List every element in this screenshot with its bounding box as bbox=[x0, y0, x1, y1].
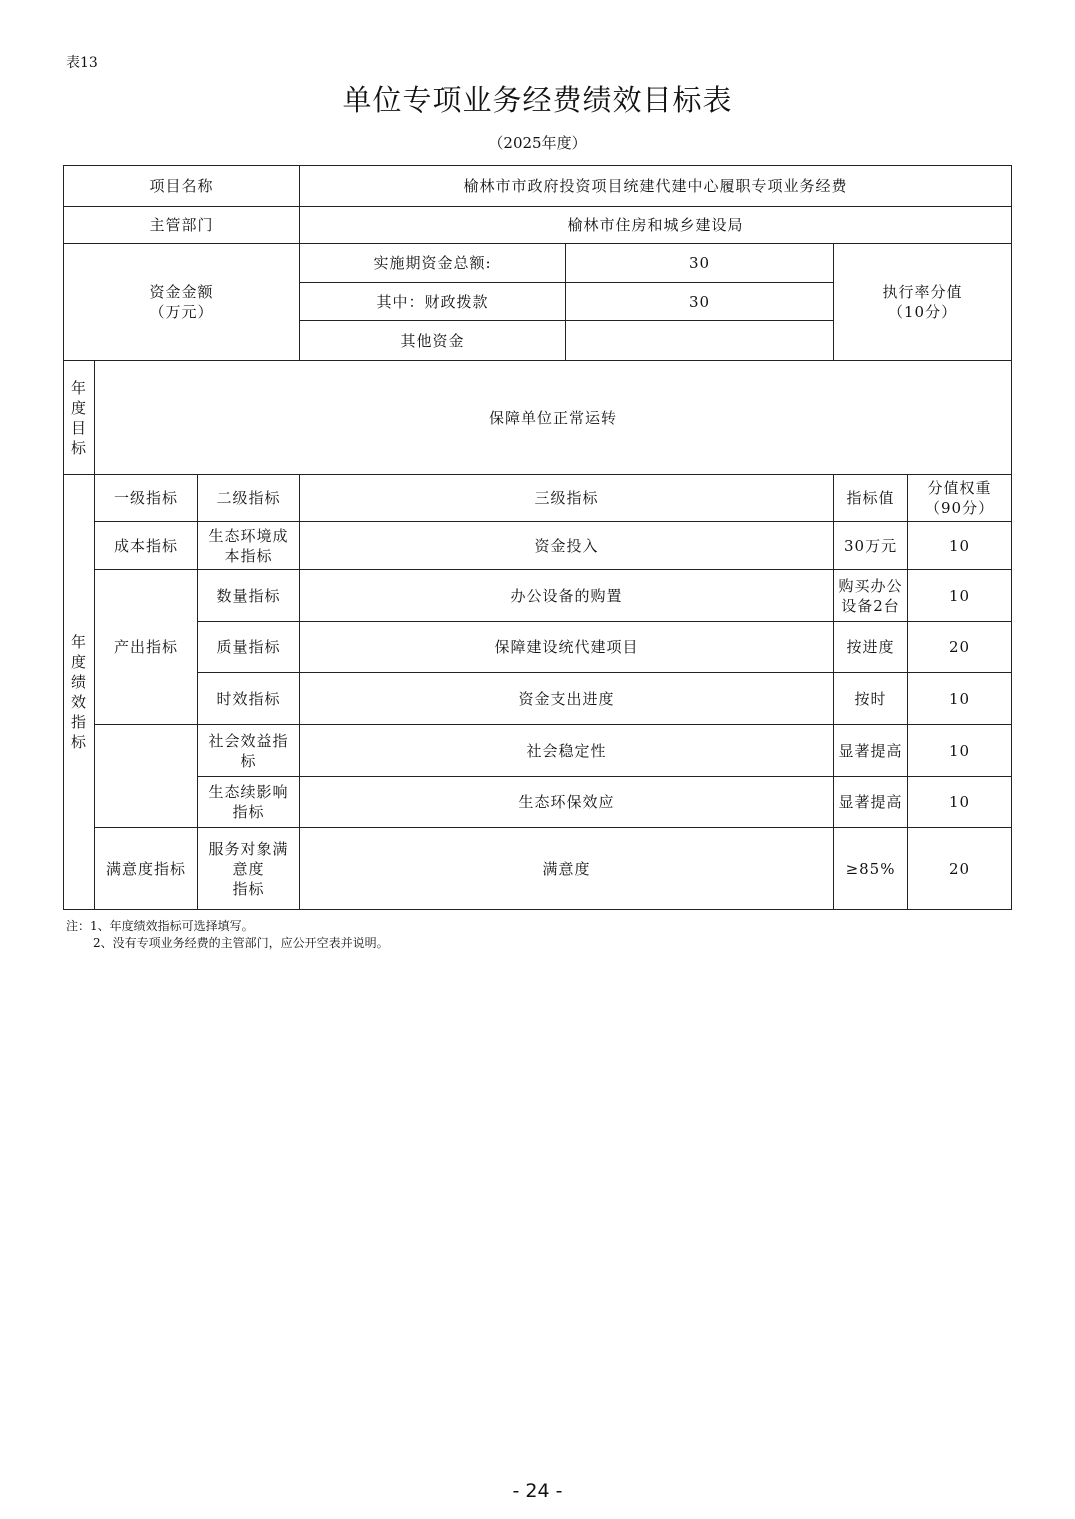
value-cell: ≥85% bbox=[834, 828, 908, 910]
header-level2: 二级指标 bbox=[198, 475, 300, 522]
weight-cell: 20 bbox=[908, 828, 1012, 910]
weight-cell: 10 bbox=[908, 522, 1012, 570]
department-value: 榆林市住房和城乡建设局 bbox=[300, 207, 1012, 244]
exec-rate-cell bbox=[834, 244, 1012, 361]
value-cell: 按时 bbox=[834, 673, 908, 725]
funds-total-label: 实施期资金总额: bbox=[300, 244, 566, 283]
group-cost: 成本指标 bbox=[95, 522, 198, 570]
funds-label-cell bbox=[64, 244, 300, 361]
table-number: 表13 bbox=[66, 55, 98, 71]
project-name-value: 榆林市市政府投资项目统建代建中心履职专项业务经费 bbox=[300, 166, 1012, 207]
table-row bbox=[64, 522, 1012, 570]
footnote-2: 2、没有专项业务经费的主管部门，应公开空表并说明。 bbox=[93, 936, 389, 950]
level2-text-a: 服务对象满意度 bbox=[208, 839, 289, 878]
table-row bbox=[64, 828, 1012, 910]
performance-label-cell bbox=[64, 475, 95, 910]
fiscal-year: （2025年度） bbox=[488, 134, 587, 152]
exec-rate-label: 执行率分值 bbox=[882, 283, 963, 301]
footnote-1: 注：1、年度绩效指标可选择填写。 bbox=[66, 919, 254, 933]
funds-fiscal-value: 30 bbox=[566, 283, 834, 321]
funds-other-label: 其他资金 bbox=[300, 321, 566, 361]
table-row bbox=[64, 622, 1012, 673]
level2-cell: 数量指标 bbox=[198, 570, 300, 622]
funds-label: 资金金额 bbox=[149, 283, 214, 301]
funds-other-value bbox=[566, 321, 834, 361]
annual-goal-label: 年度目标 bbox=[71, 378, 88, 457]
level3-cell: 满意度 bbox=[300, 828, 834, 910]
project-name-label: 项目名称 bbox=[64, 166, 300, 207]
value-cell bbox=[834, 570, 908, 622]
level3-cell: 资金支出进度 bbox=[300, 673, 834, 725]
weight-cell: 10 bbox=[908, 673, 1012, 725]
department-label: 主管部门 bbox=[64, 207, 300, 244]
table-row bbox=[64, 673, 1012, 725]
level2-cell bbox=[198, 828, 300, 910]
level2-text-b: 指标 bbox=[232, 879, 265, 898]
performance-label: 年度绩效指标 bbox=[71, 633, 88, 751]
funds-total-value: 30 bbox=[566, 244, 834, 283]
page-title: 单位专项业务经费绩效目标表 bbox=[342, 83, 733, 117]
annual-goal-text: 保障单位正常运转 bbox=[95, 361, 1012, 475]
level2-cell: 生态环境成本指标 bbox=[198, 522, 300, 570]
funds-fiscal-label: 其中：财政拨款 bbox=[300, 283, 566, 321]
level3-cell: 资金投入 bbox=[300, 522, 834, 570]
group-output: 产出指标 bbox=[95, 570, 198, 725]
header-level1: 一级指标 bbox=[95, 475, 198, 522]
level3-cell: 办公设备的购置 bbox=[300, 570, 834, 622]
funds-unit: （万元） bbox=[149, 303, 214, 321]
value-cell: 30万元 bbox=[834, 522, 908, 570]
weight-cell: 10 bbox=[908, 777, 1012, 828]
weight-cell: 20 bbox=[908, 622, 1012, 673]
group-benefit bbox=[95, 725, 198, 828]
weight-cell: 10 bbox=[908, 725, 1012, 777]
exec-rate-score: （10分） bbox=[887, 303, 958, 321]
value-cell: 显著提高 bbox=[834, 777, 908, 828]
footnotes bbox=[66, 918, 389, 952]
value-cell: 按进度 bbox=[834, 622, 908, 673]
group-satisfaction: 满意度指标 bbox=[95, 828, 198, 910]
table-row bbox=[64, 777, 1012, 828]
value-text: 购买办公设备2台 bbox=[838, 576, 903, 615]
table-row bbox=[64, 570, 1012, 622]
level2-cell: 质量指标 bbox=[198, 622, 300, 673]
level2-cell: 生态续影响指标 bbox=[198, 777, 300, 828]
level2-cell: 时效指标 bbox=[198, 673, 300, 725]
level2-cell: 社会效益指标 bbox=[198, 725, 300, 777]
header-value: 指标值 bbox=[834, 475, 908, 522]
table-row bbox=[64, 725, 1012, 777]
header-weight: 分值权重 bbox=[927, 479, 992, 497]
header-weight-sub: （90分） bbox=[924, 499, 995, 517]
header-level3: 三级指标 bbox=[300, 475, 834, 522]
page-number: - 24 - bbox=[512, 1480, 563, 1502]
level3-cell: 社会稳定性 bbox=[300, 725, 834, 777]
annual-goal-label-cell bbox=[64, 361, 95, 475]
weight-cell: 10 bbox=[908, 570, 1012, 622]
level3-cell: 生态环保效应 bbox=[300, 777, 834, 828]
level3-cell: 保障建设统代建项目 bbox=[300, 622, 834, 673]
performance-goal-table bbox=[63, 165, 1012, 910]
header-weight-cell bbox=[908, 475, 1012, 522]
value-cell: 显著提高 bbox=[834, 725, 908, 777]
